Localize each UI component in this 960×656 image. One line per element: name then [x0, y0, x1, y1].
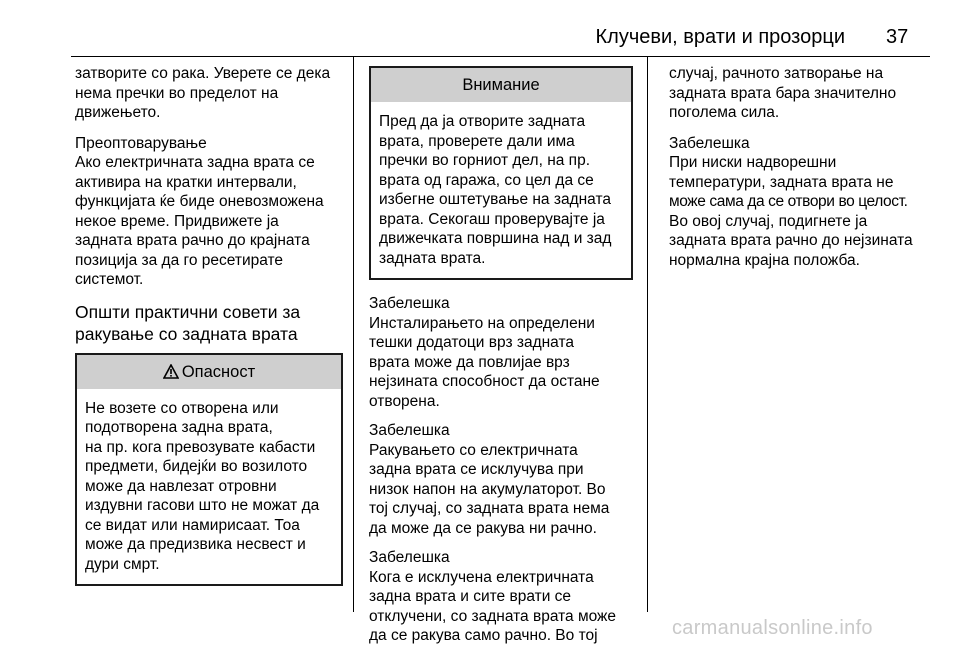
text-line: нејзината способност да остане: [369, 373, 600, 390]
overload-paragraph: [75, 134, 343, 290]
note-block: [369, 421, 633, 538]
text-line: активира на кратки интервали,: [75, 173, 297, 191]
heading-line: Општи практични совети за: [75, 301, 301, 322]
text-line: низок напон на акумулаторот. Во: [369, 480, 606, 498]
text-line: издувни гасови што не можат да: [85, 497, 320, 514]
note-title: Забелешка: [369, 549, 450, 566]
text-line: врата може да повлијае врз: [369, 353, 570, 371]
text-line: отворена.: [369, 392, 440, 410]
text-line: Во овој случај, подигнете ја: [669, 212, 868, 230]
text-line: функцијата ќе биде оневозможена: [75, 193, 324, 210]
watermark: carmanualsonline.info: [672, 617, 873, 639]
text-line: движечката површина над и зад: [379, 230, 612, 247]
text-line: врата. Секогаш проверувајте ја: [379, 210, 605, 228]
text-line: нема пречки во пределот на: [75, 84, 279, 102]
text-line: поголема сила.: [669, 104, 780, 121]
text-line: да се ракува само рачно. Во тој: [369, 627, 598, 644]
warning-triangle-icon: [163, 357, 179, 391]
note-block: [669, 134, 931, 271]
text-line: задната врата бара значително: [669, 84, 897, 102]
text-line: Ако електричната задна врата се: [75, 154, 315, 171]
text-line: тој случај, со задната врата нема: [369, 500, 610, 517]
text-line: Ракувањето со електричната: [369, 441, 578, 459]
overload-title: Преоптоварување: [75, 134, 207, 152]
text-line: При ниски надворешни: [669, 154, 837, 171]
intro-paragraph: [75, 64, 343, 123]
text-line: температури, задната врата не: [669, 173, 894, 191]
section-heading: [75, 301, 343, 345]
text-line: Кога е исклучена електричната: [369, 568, 594, 586]
text-line: тешки додатоци врз задната: [369, 334, 575, 351]
text-line: отклучени, со задната врата може: [369, 607, 617, 625]
column-3: [669, 64, 931, 280]
page-header-title: Клучеви, врати и прозорци: [595, 26, 845, 48]
text-line: избегне оштетување на задната: [379, 191, 612, 208]
caution-box: [369, 66, 633, 280]
text-line: врата, проверете дали има: [379, 132, 575, 150]
text-line: може да предизвика несвест и: [85, 536, 306, 553]
text-line: врата од гаража, со цел да се: [379, 171, 594, 189]
column-divider-1: [353, 56, 354, 612]
page-number: 37: [886, 26, 909, 48]
text-line: задна врата се исклучува при: [369, 461, 584, 478]
continuation-paragraph: [669, 64, 931, 123]
text-line: предмети, бидејќи во возилото: [85, 458, 308, 475]
danger-box: [75, 353, 343, 587]
caution-box-header: Внимание: [371, 68, 631, 102]
note-block: [369, 294, 633, 411]
text-line: може да навлезат отровни: [85, 477, 277, 495]
danger-box-body: [77, 389, 341, 585]
text-line: некое време. Придвижете ја: [75, 212, 279, 230]
header-rule: [71, 56, 930, 57]
text-line: задната врата рачно до нејзината: [669, 232, 913, 249]
text-line: пречки во горниот дел, на пр.: [379, 152, 590, 169]
note-block: [369, 548, 633, 646]
text-line: Пред да ја отворите задната: [379, 113, 586, 130]
text-line: случај, рачното затворање на: [669, 65, 884, 82]
text-line: системот.: [75, 271, 144, 288]
text-line: движењето.: [75, 104, 161, 121]
text-line: нормална крајна положба.: [669, 251, 860, 269]
caution-box-body: [371, 102, 631, 278]
note-title: Забелешка: [369, 422, 450, 439]
column-divider-2: [647, 56, 648, 612]
danger-box-header: [77, 355, 341, 389]
note-title: Забелешка: [369, 295, 450, 312]
text-line: Инсталирањето на определени: [369, 314, 595, 332]
text-line: дури смрт.: [85, 555, 160, 573]
text-line: Не возете со отворена или: [85, 399, 279, 417]
danger-title: Опасност: [181, 362, 256, 381]
column-2: [369, 66, 633, 656]
text-line: на пр. кога превозувате кабасти: [85, 438, 316, 456]
text-line: позиција за да го ресетирате: [75, 251, 284, 269]
text-line: подотворена задна врата,: [85, 419, 273, 436]
text-line: задната врата рачно до крајната: [75, 232, 310, 249]
text-line: да може да се ракува ни рачно.: [369, 519, 597, 537]
text-line: затворите со рака. Уверете се дека: [75, 65, 331, 82]
column-1: [75, 64, 343, 586]
text-line: задна врата и сите врати се: [369, 588, 572, 605]
text-line: задната врата.: [379, 249, 486, 267]
text-line: може сама да се отвори во целост.: [669, 193, 908, 210]
note-title: Забелешка: [669, 134, 750, 152]
heading-line: ракување со задната врата: [75, 323, 298, 344]
text-line: се видат или намирисаат. Тоа: [85, 516, 300, 534]
